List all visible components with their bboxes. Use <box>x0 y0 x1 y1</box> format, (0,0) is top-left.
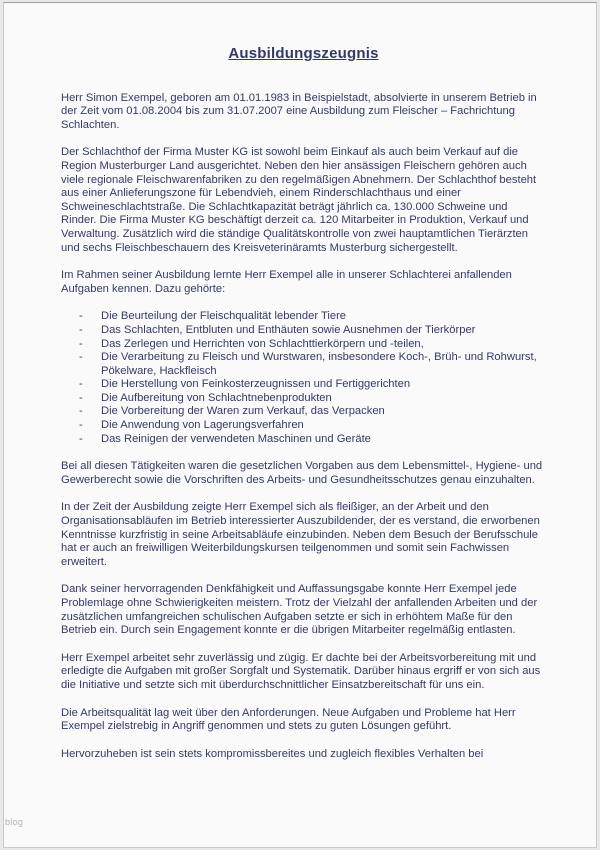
list-item: - Die Herstellung von Feinkosterzeugnissen und Fertiggerichten <box>61 378 546 392</box>
document-page <box>3 2 597 848</box>
paragraph-comprehension: Dank seiner hervorragenden Denkfähigkeit und Auffassungsgabe konnte Herr Exempel jede Problemlage ohne Schwierigkeiten meistern. Trotz der Vielzahl der anfallenden Arbeiten und der zusätzlichen umfangreichen schulischen Aufgaben setzte er sich in erhöhtem Maße für den Betrieb ein. Durch sein Engagement konnte er die übrigen Mitarbeiter regelmäßig entlasten. <box>61 583 538 637</box>
list-item: - Das Schlachten, Entbluten und Enthäuten sowie Ausnehmen der Tierkörper <box>61 324 546 338</box>
paragraph-reliability: Herr Exempel arbeitet sehr zuverlässig und zügig. Er dachte bei der Arbeitsvorbereitung mit und erledigte die Aufgaben mit großer Sorgfalt und Systematik. Darüber hinaus ergriff er von sich aus die Initiative und setzte sich mit überdurchschnittlicher Einsatzbereitschaft für uns ein. <box>61 651 541 691</box>
list-item: - Die Anwendung von Lagerungsverfahren <box>61 419 546 433</box>
list-item: - Das Zerlegen und Herrichten von Schlachttierkörpern und -teilen, <box>61 338 546 352</box>
list-item: - Die Aufbereitung von Schlachtnebenprodukten <box>61 392 546 406</box>
paragraph-work-quality: Die Arbeitsqualität lag weit über den Anforderungen. Neue Aufgaben und Probleme hat Herr Exempel zielstrebig in Angriff genommen und stets zu guten Lösungen geführt. <box>61 706 516 733</box>
list-item: - Die Verarbeitung zu Fleisch und Wurstwaren, insbesondere Koch-, Brüh- und Rohwurst, Pökelware, Hackfleisch <box>61 351 546 378</box>
document-title: Ausbildungszeugnis <box>228 45 379 62</box>
paragraph-legal-requirements: Bei all diesen Tätigkeiten waren die gesetzlichen Vorgaben aus dem Lebensmittel-, Hygiene- und Gewerberecht sowie die Vorschriften des Arbeits- und Gesundheitsschutzes genau einzuhalten. <box>61 460 543 486</box>
list-item: - Das Reinigen der verwendeten Maschinen und Geräte <box>61 433 546 447</box>
duties-list <box>61 310 546 446</box>
paragraph-company-description: Der Schlachthof der Firma Muster KG ist sowohl beim Einkauf als auch beim Verkauf auf die Region Musterburger Land ausgerichtet. Neben den hier ansässigen Fleischern gehören auch viele regionale Fleischwarenfabriken zu den regelmäßigen Abnehmern. Der Schlachthof besteht aus einer Anlieferungszone für Lebendvieh, einem Rinderschlachthaus und einer Schweineschlachtstraße. Die Schlachtkapazität beträgt jährlich ca. 130.000 Schweine und Rinder. Die Firma Muster KG beschäftigt derzeit ca. 120 Mitarbeiter in Produktion, Verkauf und Verwaltung. Zusätzlich wird die ständige Qualitätskontrolle von zwei hauptamtlichen Tierärzten und sechs Fleischbeschauern des Kreisveterinäramts Musterburg sichergestellt. <box>61 146 537 254</box>
list-item: - Die Beurteilung der Fleischqualität lebender Tiere <box>61 310 546 324</box>
paragraph-training-scope: Im Rahmen seiner Ausbildung lernte Herr Exempel alle in unserer Schlachterei anfallenden Aufgaben kennen. Dazu gehörte: <box>61 269 512 295</box>
paragraph-diligence: In der Zeit der Ausbildung zeigte Herr Exempel sich als fleißiger, an der Arbeit und den Organisationsabläufen im Betrieb interessierter Auszubildender, der es verstand, die erworbenen Kenntnisse kurzfristig in seine Arbeitsabläufe einzubinden. Neben dem Besuch der Berufsschule hat er auch an freiwilligen Weiterbildungskursen teilgenommen und somit sein Fachwissen erweitert. <box>61 501 540 568</box>
certificate-document <box>4 3 596 761</box>
list-item: - Die Vorbereitung der Waren zum Verkauf, das Verpacken <box>61 405 546 419</box>
watermark-text: blog <box>5 817 24 827</box>
paragraph-intro: Herr Simon Exempel, geboren am 01.01.1983 in Beispielstadt, absolvierte in unserem Betrieb in der Zeit vom 01.08.2004 bis zum 31.07.2007 eine Ausbildung zum Fleischer – Fachrichtung Schlachten. <box>61 91 537 131</box>
paragraph-flexibility-cutoff: Hervorzuheben ist sein stets kompromissbereites und zugleich flexibles Verhalten bei <box>61 747 484 760</box>
